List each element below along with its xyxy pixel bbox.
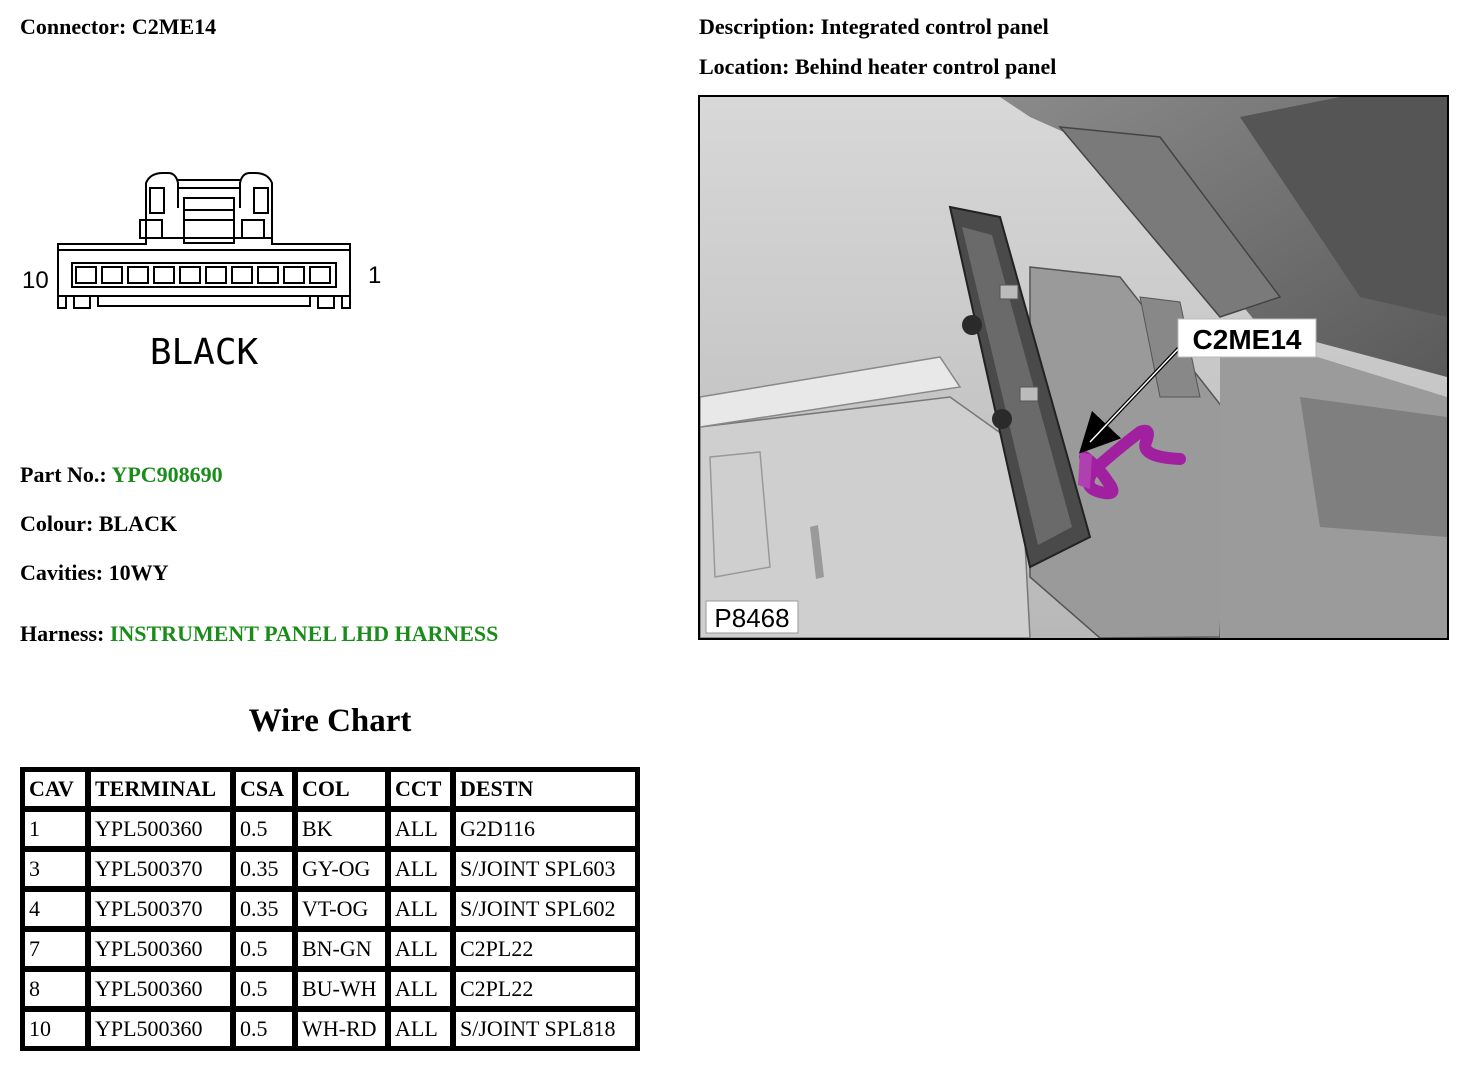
table-cell: ALL: [388, 969, 453, 1009]
table-cell: G2D116: [453, 809, 638, 849]
table-cell: 8: [22, 969, 88, 1009]
table-cell: S/JOINT SPL603: [453, 849, 638, 889]
connector-value: C2ME14: [131, 14, 217, 39]
photo-figure-id: P8468: [714, 603, 790, 633]
location-value: Behind heater control panel: [794, 54, 1057, 79]
table-cell: VT-OG: [295, 889, 388, 929]
table-cell: ALL: [388, 809, 453, 849]
table-row: [22, 849, 638, 889]
cavities-value: 10WY: [108, 560, 169, 585]
part-label: Part No.:: [20, 462, 107, 487]
pin-label-left: 10: [22, 267, 49, 294]
table-cell: YPL500360: [88, 929, 233, 969]
table-cell: S/JOINT SPL818: [453, 1009, 638, 1049]
part-number-link[interactable]: YPC908690: [111, 462, 223, 487]
table-cell: BK: [295, 809, 388, 849]
table-header-row: [22, 769, 638, 809]
table-cell: ALL: [388, 889, 453, 929]
table-cell: 0.5: [233, 809, 295, 849]
table-cell: 10: [22, 1009, 88, 1049]
table-cell: YPL500370: [88, 889, 233, 929]
connector-face-diagram: [18, 168, 388, 378]
table-cell: YPL500360: [88, 969, 233, 1009]
cavities-label: Cavities:: [20, 560, 104, 585]
column-header: CAV: [22, 769, 88, 809]
table-cell: 3: [22, 849, 88, 889]
table-row: [22, 889, 638, 929]
table-cell: 0.5: [233, 969, 295, 1009]
table-cell: YPL500370: [88, 849, 233, 889]
table-cell: C2PL22: [453, 969, 638, 1009]
harness-line: [20, 621, 498, 647]
description-value: Integrated control panel: [820, 14, 1049, 39]
location-line: [699, 54, 1056, 80]
column-header: CCT: [388, 769, 453, 809]
table-cell: S/JOINT SPL602: [453, 889, 638, 929]
colour-label: Colour:: [20, 511, 94, 536]
cavities-line: [20, 560, 168, 586]
description-label: Description:: [699, 14, 816, 39]
table-cell: GY-OG: [295, 849, 388, 889]
table-cell: BU-WH: [295, 969, 388, 1009]
table-cell: 1: [22, 809, 88, 849]
table-cell: YPL500360: [88, 1009, 233, 1049]
table-cell: 0.5: [233, 929, 295, 969]
connector-title: [20, 14, 216, 40]
harness-label: Harness:: [20, 621, 105, 646]
location-label: Location:: [699, 54, 790, 79]
table-cell: 0.35: [233, 849, 295, 889]
table-row: [22, 929, 638, 969]
table-cell: C2PL22: [453, 929, 638, 969]
table-cell: 0.35: [233, 889, 295, 929]
table-cell: BN-GN: [295, 929, 388, 969]
column-header: COL: [295, 769, 388, 809]
colour-value: BLACK: [98, 511, 178, 536]
wire-chart-title: Wire Chart: [248, 703, 412, 739]
table-row: [22, 1009, 638, 1049]
diagram-colour-text: BLACK: [149, 332, 259, 373]
description-line: [699, 14, 1049, 40]
column-header: TERMINAL: [88, 769, 233, 809]
location-photo: [698, 95, 1449, 640]
table-row: [22, 969, 638, 1009]
wire-chart-table: [20, 767, 640, 1051]
table-row: [22, 809, 638, 849]
table-cell: 4: [22, 889, 88, 929]
table-cell: ALL: [388, 1009, 453, 1049]
pin-label-right: 1: [368, 262, 382, 289]
harness-link[interactable]: INSTRUMENT PANEL LHD HARNESS: [109, 621, 499, 646]
table-cell: WH-RD: [295, 1009, 388, 1049]
colour-line: [20, 511, 177, 537]
part-number-line: [20, 462, 223, 488]
table-cell: 0.5: [233, 1009, 295, 1049]
table-cell: 7: [22, 929, 88, 969]
photo-callout-label: C2ME14: [1192, 324, 1302, 355]
column-header: DESTN: [453, 769, 638, 809]
table-cell: ALL: [388, 929, 453, 969]
connector-label: Connector:: [20, 14, 127, 39]
column-header: CSA: [233, 769, 295, 809]
table-cell: ALL: [388, 849, 453, 889]
table-cell: YPL500360: [88, 809, 233, 849]
